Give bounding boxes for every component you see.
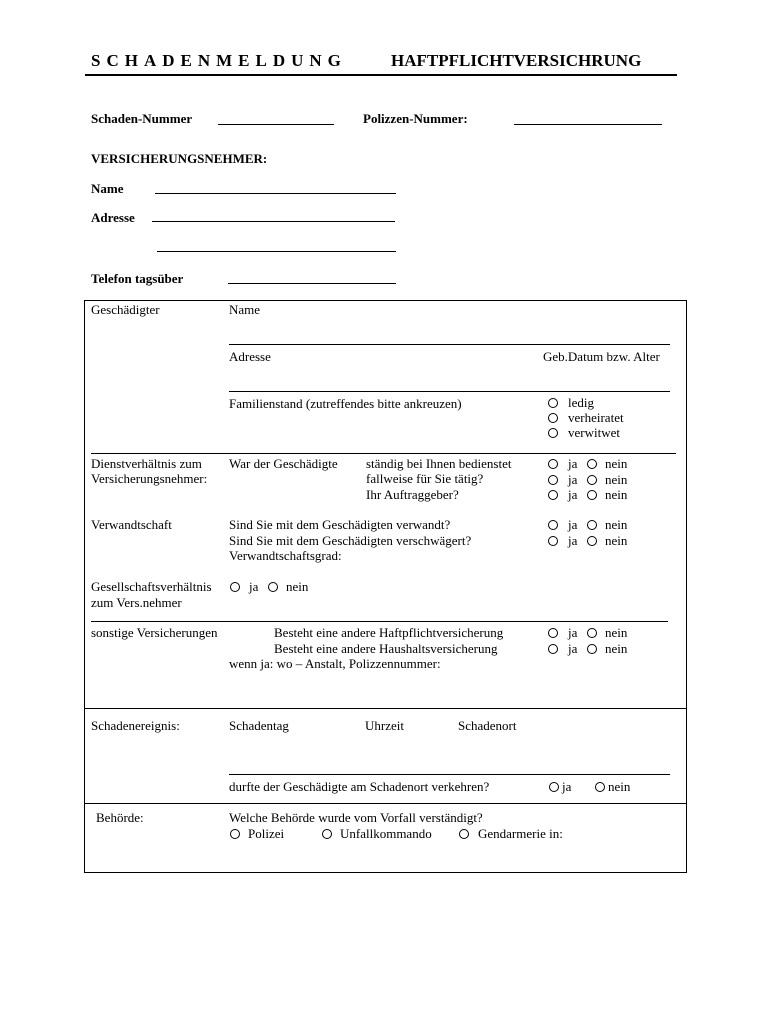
yes-label: ja bbox=[568, 641, 578, 656]
event-access-yes-radio[interactable] bbox=[549, 782, 559, 792]
no-label: nein bbox=[605, 456, 628, 471]
employment-label-line1: Dienstverhältnis zum bbox=[91, 456, 202, 471]
marital-status-label: Familienstand (zutreffendes bitte ankreuzen) bbox=[229, 396, 462, 411]
authority-label: Behörde: bbox=[96, 810, 144, 825]
yes-label: ja bbox=[562, 779, 572, 794]
employment-q3: Ihr Auftraggeber? bbox=[366, 487, 459, 502]
yes-label: ja bbox=[249, 579, 259, 594]
event-date-label: Schadentag bbox=[229, 718, 289, 733]
insured-name-label: Name bbox=[91, 181, 124, 196]
employment-q1: ständig bei Ihnen bedienstet bbox=[366, 456, 512, 471]
employment-q3-no-radio[interactable] bbox=[587, 490, 597, 500]
insured-phone-label: Telefon tagsüber bbox=[91, 271, 184, 286]
relationship-q1: Sind Sie mit dem Geschädigten verwandt? bbox=[229, 517, 451, 532]
no-label: nein bbox=[605, 625, 628, 640]
marital-widowed-radio[interactable] bbox=[548, 428, 558, 438]
authority-gendarmerie-label: Gendarmerie in: bbox=[478, 826, 563, 841]
employment-q2-yes-radio[interactable] bbox=[548, 475, 558, 485]
relationship-q2-no-radio[interactable] bbox=[587, 536, 597, 546]
yes-label: ja bbox=[568, 625, 578, 640]
section-divider bbox=[84, 803, 687, 804]
policy-number-field[interactable] bbox=[514, 124, 662, 125]
no-label: nein bbox=[605, 517, 628, 532]
insured-address-field-2[interactable] bbox=[157, 251, 396, 252]
insured-phone-field[interactable] bbox=[228, 283, 396, 284]
event-details-field[interactable] bbox=[229, 774, 670, 775]
birth-date-label: Geb.Datum bzw. Alter bbox=[543, 349, 660, 364]
company-yes-radio[interactable] bbox=[230, 582, 240, 592]
employment-q1-no-radio[interactable] bbox=[587, 459, 597, 469]
authority-accident-unit-radio[interactable] bbox=[322, 829, 332, 839]
other-liability-no-radio[interactable] bbox=[587, 628, 597, 638]
other-liability-yes-radio[interactable] bbox=[548, 628, 558, 638]
yes-label: ja bbox=[568, 533, 578, 548]
event-time-label: Uhrzeit bbox=[365, 718, 404, 733]
relationship-label: Verwandtschaft bbox=[91, 517, 172, 532]
insured-name-field[interactable] bbox=[155, 193, 396, 194]
event-access-question: durfte der Geschädigte am Schadenort verkehren? bbox=[229, 779, 490, 794]
injured-name-field[interactable] bbox=[229, 344, 670, 345]
authority-question: Welche Behörde wurde vom Vorfall verständigt? bbox=[229, 810, 483, 825]
no-label: nein bbox=[286, 579, 309, 594]
authority-police-radio[interactable] bbox=[230, 829, 240, 839]
company-label-line2: zum Vers.nehmer bbox=[91, 595, 182, 610]
event-access-no-radio[interactable] bbox=[595, 782, 605, 792]
relationship-q2-yes-radio[interactable] bbox=[548, 536, 558, 546]
other-insurance-q1: Besteht eine andere Haftpflichtversicherung bbox=[274, 625, 504, 640]
yes-label: ja bbox=[568, 456, 578, 471]
injured-address-label: Adresse bbox=[229, 349, 271, 364]
yes-label: ja bbox=[568, 487, 578, 502]
company-no-radio[interactable] bbox=[268, 582, 278, 592]
section-divider bbox=[84, 708, 687, 709]
employment-label-line2: Versicherungsnehmer: bbox=[91, 471, 208, 486]
policy-number-label: Polizzen-Nummer: bbox=[363, 111, 468, 126]
marital-single-radio[interactable] bbox=[548, 398, 558, 408]
no-label: nein bbox=[605, 487, 628, 502]
no-label: nein bbox=[608, 779, 631, 794]
employment-question-intro: War der Geschädigte bbox=[229, 456, 338, 471]
employment-q3-yes-radio[interactable] bbox=[548, 490, 558, 500]
other-insurance-q2: Besteht eine andere Haushaltsversicherung bbox=[274, 641, 498, 656]
other-insurance-label: sonstige Versicherungen bbox=[91, 625, 218, 640]
other-household-yes-radio[interactable] bbox=[548, 644, 558, 654]
marital-single-label: ledig bbox=[568, 395, 594, 410]
relationship-q1-yes-radio[interactable] bbox=[548, 520, 558, 530]
other-household-no-radio[interactable] bbox=[587, 644, 597, 654]
authority-accident-unit-label: Unfallkommando bbox=[340, 826, 432, 841]
relationship-q3: Verwandtschaftsgrad: bbox=[229, 548, 342, 563]
relationship-q1-no-radio[interactable] bbox=[587, 520, 597, 530]
section-divider bbox=[91, 621, 668, 622]
section-divider bbox=[91, 453, 676, 454]
insured-heading: VERSICHERUNGSNEHMER: bbox=[91, 151, 268, 166]
employment-q2-no-radio[interactable] bbox=[587, 475, 597, 485]
marital-married-radio[interactable] bbox=[548, 413, 558, 423]
insured-address-field[interactable] bbox=[152, 221, 395, 222]
relationship-q2: Sind Sie mit dem Geschädigten verschwägert? bbox=[229, 533, 472, 548]
event-place-label: Schadenort bbox=[458, 718, 517, 733]
company-label-line1: Gesellschaftsverhältnis bbox=[91, 579, 212, 594]
employment-q1-yes-radio[interactable] bbox=[548, 459, 558, 469]
injured-label: Geschädigter bbox=[91, 302, 160, 317]
yes-label: ja bbox=[568, 472, 578, 487]
marital-married-label: verheiratet bbox=[568, 410, 624, 425]
damage-number-label: Schaden-Nummer bbox=[91, 111, 193, 126]
insured-address-label: Adresse bbox=[91, 210, 135, 225]
insurance-type-title: HAFTPFLICHTVERSICHRUNG bbox=[391, 51, 642, 70]
title-rule bbox=[85, 74, 677, 76]
authority-police-label: Polizei bbox=[248, 826, 285, 841]
other-insurance-q3: wenn ja: wo – Anstalt, Polizzennummer: bbox=[229, 656, 441, 671]
no-label: nein bbox=[605, 472, 628, 487]
no-label: nein bbox=[605, 641, 628, 656]
yes-label: ja bbox=[568, 517, 578, 532]
marital-widowed-label: verwitwet bbox=[568, 425, 620, 440]
injured-name-label: Name bbox=[229, 302, 261, 317]
event-label: Schadenereignis: bbox=[91, 718, 180, 733]
no-label: nein bbox=[605, 533, 628, 548]
authority-gendarmerie-radio[interactable] bbox=[459, 829, 469, 839]
damage-number-field[interactable] bbox=[218, 124, 334, 125]
injured-address-field[interactable] bbox=[229, 391, 670, 392]
employment-q2: fallweise für Sie tätig? bbox=[366, 471, 484, 486]
form-title: SCHADENMELDUNG bbox=[91, 51, 347, 70]
